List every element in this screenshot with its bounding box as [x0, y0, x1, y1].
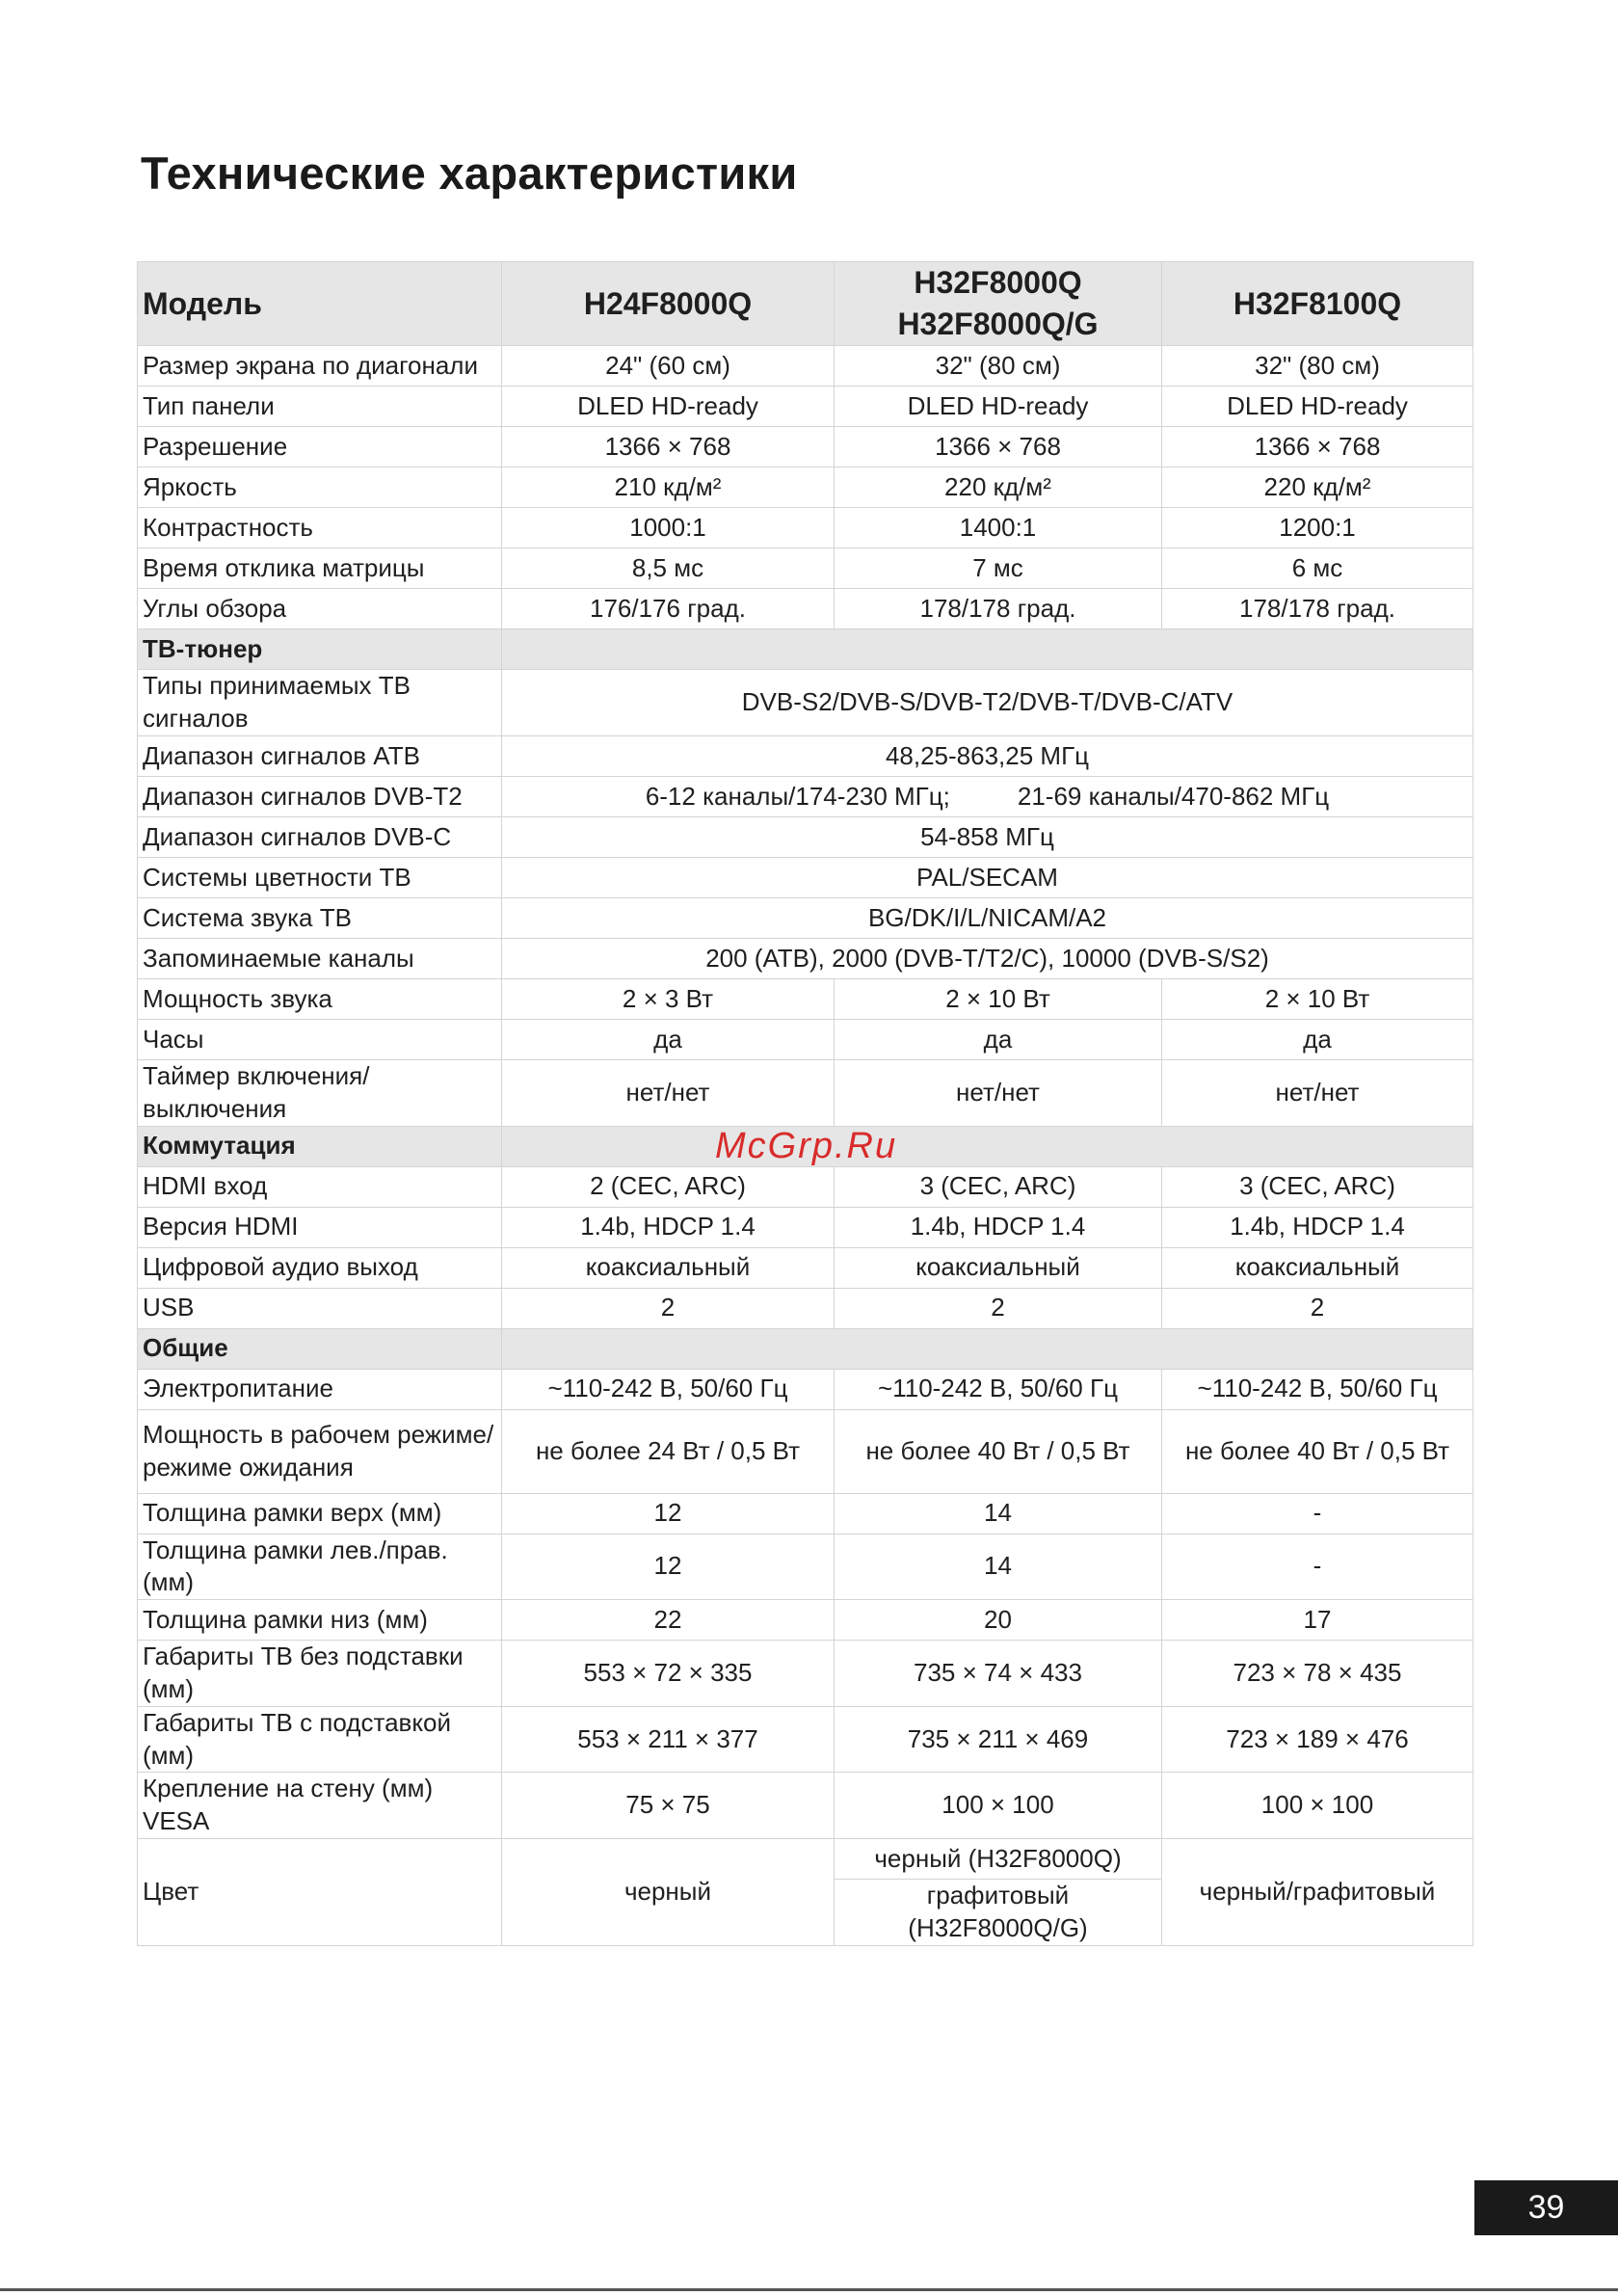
row-value-m1: 24" (60 см)	[502, 346, 835, 387]
row-value-m2-b: графитовый (H32F8000Q/G)	[835, 1879, 1162, 1945]
row-value-m1: 75 × 75	[502, 1773, 835, 1839]
row-value-m1: нет/нет	[502, 1059, 835, 1126]
row-value-all: 200 (АТВ), 2000 (DVB-T/T2/C), 10000 (DVB-S/S2)	[502, 938, 1473, 978]
row-value-m1: 22	[502, 1600, 835, 1641]
table-row	[138, 1409, 1473, 1493]
row-value-m3: 2 × 10 Вт	[1162, 978, 1473, 1019]
row-value-m3: 100 × 100	[1162, 1773, 1473, 1839]
row-label: Крепление на стену (мм) VESA	[138, 1773, 502, 1839]
row-value-m3: нет/нет	[1162, 1059, 1473, 1126]
watermark: McGrp.Ru	[715, 1126, 898, 1166]
row-value-m1: 553 × 72 × 335	[502, 1641, 835, 1707]
page-number: 39	[1474, 2180, 1618, 2235]
table-row	[138, 1059, 1473, 1126]
row-value-m2: 3 (CEC, ARC)	[835, 1166, 1162, 1207]
row-label: Типы принимаемых ТВ сигналов	[138, 670, 502, 736]
section-fill	[502, 1328, 1473, 1369]
row-value-all: 54-858 МГц	[502, 816, 1473, 857]
row-value-m3: коаксиальный	[1162, 1247, 1473, 1288]
row-value-m2-a: черный (H32F8000Q)	[835, 1838, 1162, 1879]
dvbt2-uhf-range: 21-69 каналы/470-862 МГц	[1017, 781, 1330, 811]
dvbt2-vhf-range: 6-12 каналы/174-230 МГц;	[645, 781, 950, 811]
row-value-m2: 735 × 74 × 433	[835, 1641, 1162, 1707]
row-label: Цвет	[138, 1838, 502, 1945]
row-value-all: 48,25-863,25 МГц	[502, 735, 1473, 776]
table-header-row	[138, 262, 1473, 346]
row-value-m1: черный	[502, 1838, 835, 1945]
row-value-m1: коаксиальный	[502, 1247, 835, 1288]
table-row	[138, 816, 1473, 857]
row-value-m2: 1400:1	[835, 508, 1162, 548]
table-row	[138, 346, 1473, 387]
table-row	[138, 1838, 1473, 1879]
table-row	[138, 1600, 1473, 1641]
row-value-m1: 553 × 211 × 377	[502, 1706, 835, 1773]
row-value-m3: черный/графитовый	[1162, 1838, 1473, 1945]
row-label: Диапазон сигналов ATB	[138, 735, 502, 776]
row-label: Время отклика матрицы	[138, 548, 502, 589]
row-label: Яркость	[138, 467, 502, 508]
row-value-all: PAL/SECAM	[502, 857, 1473, 897]
row-label: Запоминаемые каналы	[138, 938, 502, 978]
row-value-m2: не более 40 Вт / 0,5 Вт	[835, 1409, 1162, 1493]
row-label: Диапазон сигналов DVB-T2	[138, 776, 502, 816]
row-value-m3: 2	[1162, 1288, 1473, 1328]
table-row	[138, 978, 1473, 1019]
table-row	[138, 776, 1473, 816]
spec-table	[137, 261, 1473, 1946]
row-label: Разрешение	[138, 427, 502, 467]
table-row	[138, 735, 1473, 776]
header-model-3: H32F8100Q	[1162, 262, 1473, 346]
row-value-m1: 1366 × 768	[502, 427, 835, 467]
row-value-m3: 1200:1	[1162, 508, 1473, 548]
row-value-all: DVB-S2/DVB-S/DVB-T2/DVB-T/DVB-C/ATV	[502, 670, 1473, 736]
row-value-m1: 176/176 град.	[502, 589, 835, 629]
row-value-m3: 723 × 78 × 435	[1162, 1641, 1473, 1707]
row-value-m1: 12	[502, 1493, 835, 1534]
row-label: Тип панели	[138, 387, 502, 427]
row-value-m2: 220 кд/м²	[835, 467, 1162, 508]
table-row	[138, 1288, 1473, 1328]
row-value-all: BG/DK/I/L/NICAM/A2	[502, 897, 1473, 938]
row-value-m3: 723 × 189 × 476	[1162, 1706, 1473, 1773]
table-row	[138, 467, 1473, 508]
row-label: Таймер включения/выключения	[138, 1059, 502, 1126]
row-label: Углы обзора	[138, 589, 502, 629]
table-row	[138, 857, 1473, 897]
table-row	[138, 1493, 1473, 1534]
row-value-all	[502, 776, 1473, 816]
row-label: Цифровой аудио выход	[138, 1247, 502, 1288]
row-value-m2: 2	[835, 1288, 1162, 1328]
header-model-2-line1: H32F8000Q	[914, 265, 1082, 300]
row-label: Размер экрана по диагонали	[138, 346, 502, 387]
table-row	[138, 1019, 1473, 1059]
row-label: Системы цветности ТВ	[138, 857, 502, 897]
section-tuner-heading: ТВ-тюнер	[138, 629, 502, 670]
table-row	[138, 427, 1473, 467]
header-model-label: Модель	[138, 262, 502, 346]
table-row	[138, 897, 1473, 938]
row-value-m2: 20	[835, 1600, 1162, 1641]
row-value-m3: 6 мс	[1162, 548, 1473, 589]
row-label: Диапазон сигналов DVB-C	[138, 816, 502, 857]
section-connectivity-heading: Коммутация	[138, 1126, 502, 1166]
row-value-m3: не более 40 Вт / 0,5 Вт	[1162, 1409, 1473, 1493]
row-value-m2: 14	[835, 1534, 1162, 1600]
table-row	[138, 1166, 1473, 1207]
table-row	[138, 1706, 1473, 1773]
page-title: Технические характеристики	[141, 147, 798, 199]
row-label: Толщина рамки низ (мм)	[138, 1600, 502, 1641]
row-value-m3: 3 (CEC, ARC)	[1162, 1166, 1473, 1207]
row-value-m3: ~110-242 В, 50/60 Гц	[1162, 1369, 1473, 1409]
row-value-m2: 1366 × 768	[835, 427, 1162, 467]
section-general-heading: Общие	[138, 1328, 502, 1369]
table-row	[138, 1773, 1473, 1839]
row-value-m3: 32" (80 см)	[1162, 346, 1473, 387]
row-value-m3: 1.4b, HDCP 1.4	[1162, 1207, 1473, 1247]
row-label: HDMI вход	[138, 1166, 502, 1207]
row-value-m1: 1000:1	[502, 508, 835, 548]
header-model-1: H24F8000Q	[502, 262, 835, 346]
row-label: Толщина рамки лев./прав. (мм)	[138, 1534, 502, 1600]
table-row	[138, 938, 1473, 978]
row-value-m3: -	[1162, 1534, 1473, 1600]
header-model-2	[835, 262, 1162, 346]
table-row	[138, 1247, 1473, 1288]
row-value-m1: 2	[502, 1288, 835, 1328]
row-value-m2: 14	[835, 1493, 1162, 1534]
row-value-m2: да	[835, 1019, 1162, 1059]
row-value-m2: 7 мс	[835, 548, 1162, 589]
row-value-m1: да	[502, 1019, 835, 1059]
row-value-m3: 17	[1162, 1600, 1473, 1641]
table-row	[138, 1369, 1473, 1409]
table-row	[138, 548, 1473, 589]
row-value-m1: 1.4b, HDCP 1.4	[502, 1207, 835, 1247]
row-label: Система звука ТВ	[138, 897, 502, 938]
row-label: USB	[138, 1288, 502, 1328]
row-value-m1: 2 × 3 Вт	[502, 978, 835, 1019]
row-value-m2: 1.4b, HDCP 1.4	[835, 1207, 1162, 1247]
table-row	[138, 1207, 1473, 1247]
row-value-m1: DLED HD-ready	[502, 387, 835, 427]
section-tuner-row	[138, 629, 1473, 670]
row-value-m2: 100 × 100	[835, 1773, 1162, 1839]
row-value-m1: 8,5 мс	[502, 548, 835, 589]
row-value-m3: 1366 × 768	[1162, 427, 1473, 467]
row-value-m2: 2 × 10 Вт	[835, 978, 1162, 1019]
row-value-m1: не более 24 Вт / 0,5 Вт	[502, 1409, 835, 1493]
row-value-m2: 735 × 211 × 469	[835, 1706, 1162, 1773]
row-value-m2: 32" (80 см)	[835, 346, 1162, 387]
row-label	[138, 1409, 502, 1493]
row-label: Часы	[138, 1019, 502, 1059]
row-label-line2: режиме ожидания	[143, 1452, 354, 1482]
table-row	[138, 387, 1473, 427]
row-label: Контрастность	[138, 508, 502, 548]
row-value-m2: DLED HD-ready	[835, 387, 1162, 427]
row-label: Электропитание	[138, 1369, 502, 1409]
row-label: Толщина рамки верх (мм)	[138, 1493, 502, 1534]
row-value-m2: коаксиальный	[835, 1247, 1162, 1288]
row-value-m2: 178/178 град.	[835, 589, 1162, 629]
row-label-line1: Мощность в рабочем режиме/	[143, 1419, 494, 1449]
section-fill	[502, 629, 1473, 670]
row-value-m1: 12	[502, 1534, 835, 1600]
header-model-2-line2: H32F8000Q/G	[897, 307, 1099, 342]
row-value-m3: да	[1162, 1019, 1473, 1059]
table-row	[138, 1641, 1473, 1707]
row-label: Версия HDMI	[138, 1207, 502, 1247]
row-label: Габариты ТВ с подставкой (мм)	[138, 1706, 502, 1773]
row-value-m3: DLED HD-ready	[1162, 387, 1473, 427]
table-row	[138, 670, 1473, 736]
row-value-m1: 210 кд/м²	[502, 467, 835, 508]
bottom-rule	[0, 2288, 1618, 2291]
table-row	[138, 589, 1473, 629]
row-value-m2: нет/нет	[835, 1059, 1162, 1126]
row-value-m3: 178/178 град.	[1162, 589, 1473, 629]
section-general-row	[138, 1328, 1473, 1369]
table-row	[138, 1534, 1473, 1600]
row-label: Габариты ТВ без подставки (мм)	[138, 1641, 502, 1707]
row-value-m2: ~110-242 В, 50/60 Гц	[835, 1369, 1162, 1409]
row-value-m1: 2 (CEC, ARC)	[502, 1166, 835, 1207]
row-value-m1: ~110-242 В, 50/60 Гц	[502, 1369, 835, 1409]
row-value-m3: -	[1162, 1493, 1473, 1534]
section-fill	[502, 1126, 1473, 1166]
table-row	[138, 508, 1473, 548]
row-label: Мощность звука	[138, 978, 502, 1019]
row-value-m3: 220 кд/м²	[1162, 467, 1473, 508]
